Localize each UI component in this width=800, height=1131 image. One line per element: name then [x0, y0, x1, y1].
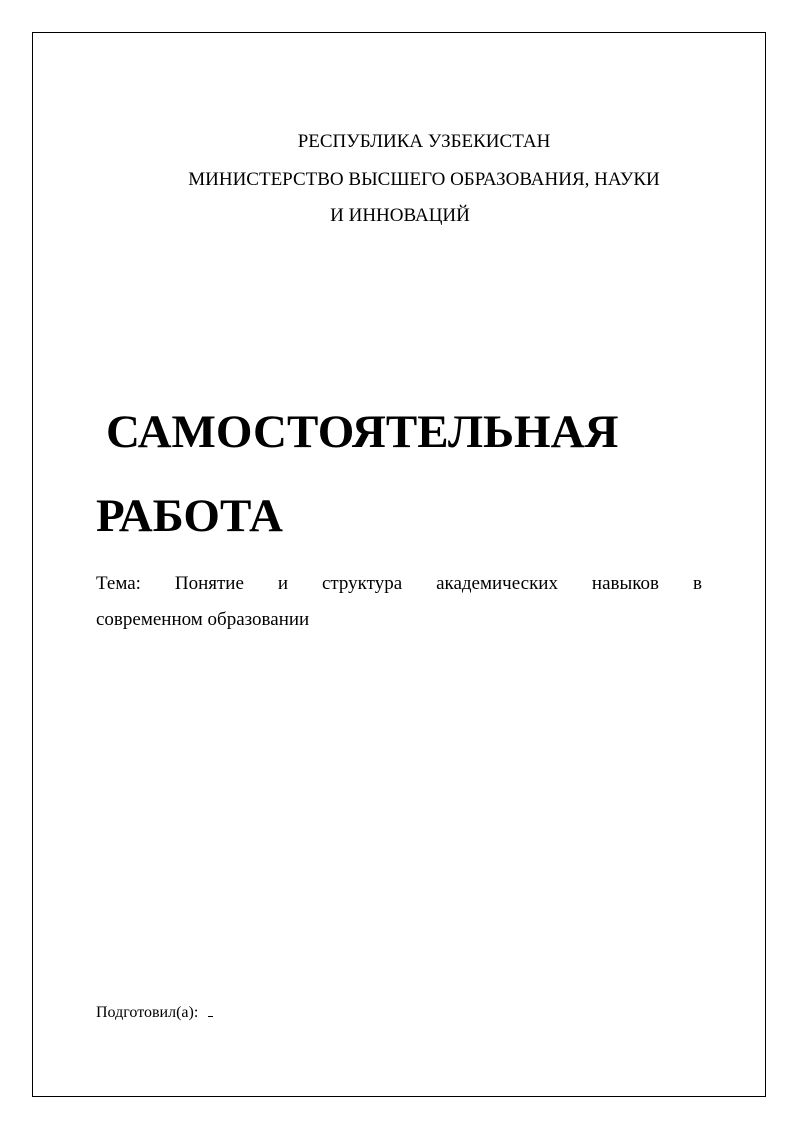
- header-country: РЕСПУБЛИКА УЗБЕКИСТАН: [297, 131, 551, 152]
- topic-word: Тема:: [96, 573, 141, 594]
- topic-word: Понятие: [174, 573, 244, 594]
- topic-word: в: [692, 573, 702, 594]
- document-title-line-1: САМОСТОЯТЕЛЬНАЯ: [106, 406, 619, 458]
- header-ministry: МИНИСТЕРСТВО ВЫСШЕГО ОБРАЗОВАНИЯ, НАУКИ: [188, 169, 660, 190]
- topic-word: структура: [321, 573, 403, 594]
- prepared-by-label: Подготовил(а):: [96, 1004, 199, 1021]
- document-title-line-2: РАБОТА: [96, 490, 283, 542]
- topic-word: навыков: [591, 573, 659, 594]
- topic-line-2: современном образовании: [96, 609, 310, 630]
- topic-word: академических: [436, 573, 558, 594]
- topic-line-1: [96, 572, 702, 596]
- topic-word: и: [277, 573, 289, 594]
- prepared-by-blank-field: [208, 1002, 213, 1017]
- header-ministry-continued: И ИННОВАЦИЙ: [330, 205, 470, 226]
- prepared-by: [96, 1002, 213, 1023]
